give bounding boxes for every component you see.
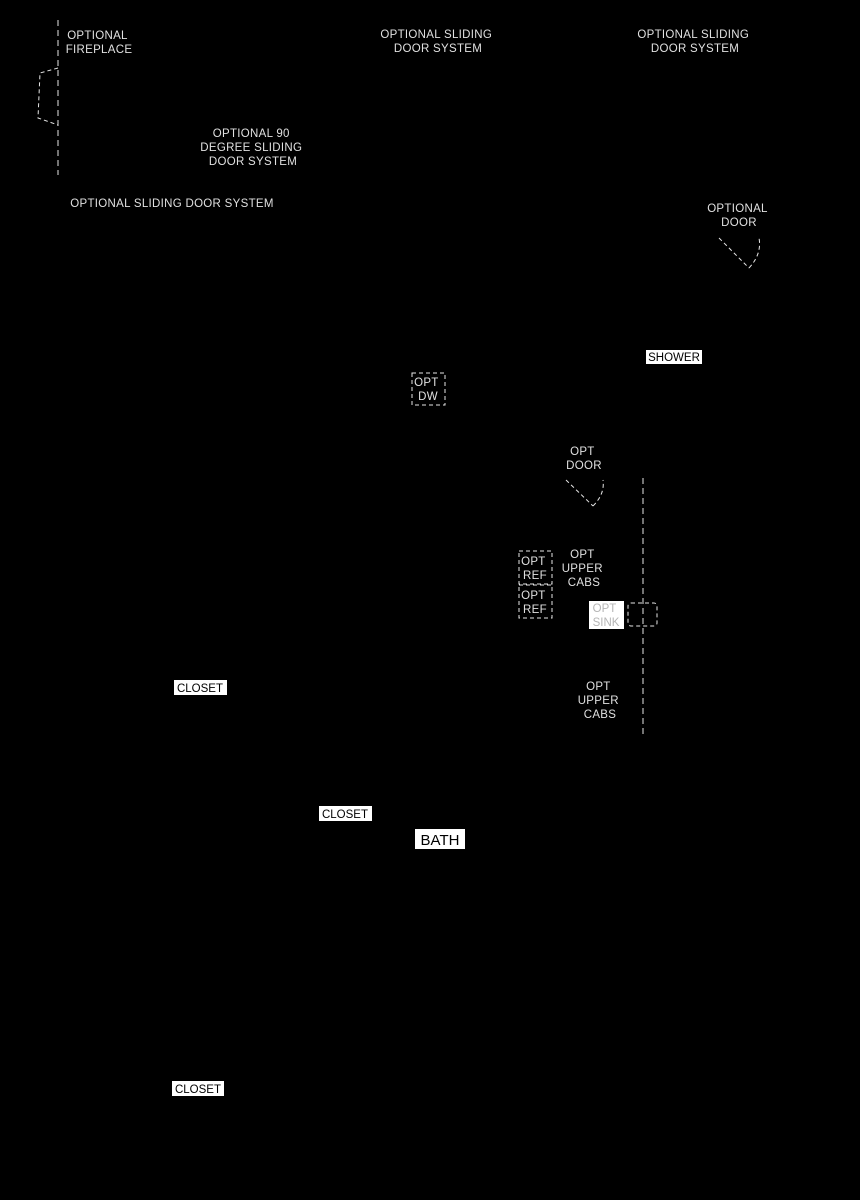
opt-door-label: OPT DOOR [566,446,602,472]
opt-dw-label: OPT DW [414,377,439,403]
closet-label-3: CLOSET [174,1084,222,1096]
opt-upper-cabs-label-1: OPT UPPER CABS [561,549,603,589]
opt-ref-label-2: OPT REF [521,590,547,616]
opt-upper-cabs-label-2: OPT UPPER CABS [577,681,619,721]
optional-door-label: OPTIONAL DOOR [707,203,768,229]
closet-label-2: CLOSET [321,809,369,821]
optional-sliding-door-label-3: OPTIONAL SLIDING DOOR SYSTEM [70,198,274,210]
optional-sliding-door-label-2: OPTIONAL SLIDING DOOR SYSTEM [637,29,750,55]
optional-sliding-door-label-1: OPTIONAL SLIDING DOOR SYSTEM [380,29,493,55]
shower-label: SHOWER [648,352,700,364]
optional-fireplace-label: OPTIONAL FIREPLACE [65,30,133,56]
optional-door-swing [719,238,760,268]
opt-ref-label-1: OPT REF [521,556,547,582]
closet-label-1: CLOSET [176,683,224,695]
opt-sink-label: OPT SINK [592,603,620,629]
bath-label: BATH [420,832,460,849]
optional-fireplace-outline [38,20,58,175]
opt-door-swing [566,480,603,506]
optional-90-degree-sliding-label: OPTIONAL 90 DEGREE SLIDING DOOR SYSTEM [200,128,303,168]
